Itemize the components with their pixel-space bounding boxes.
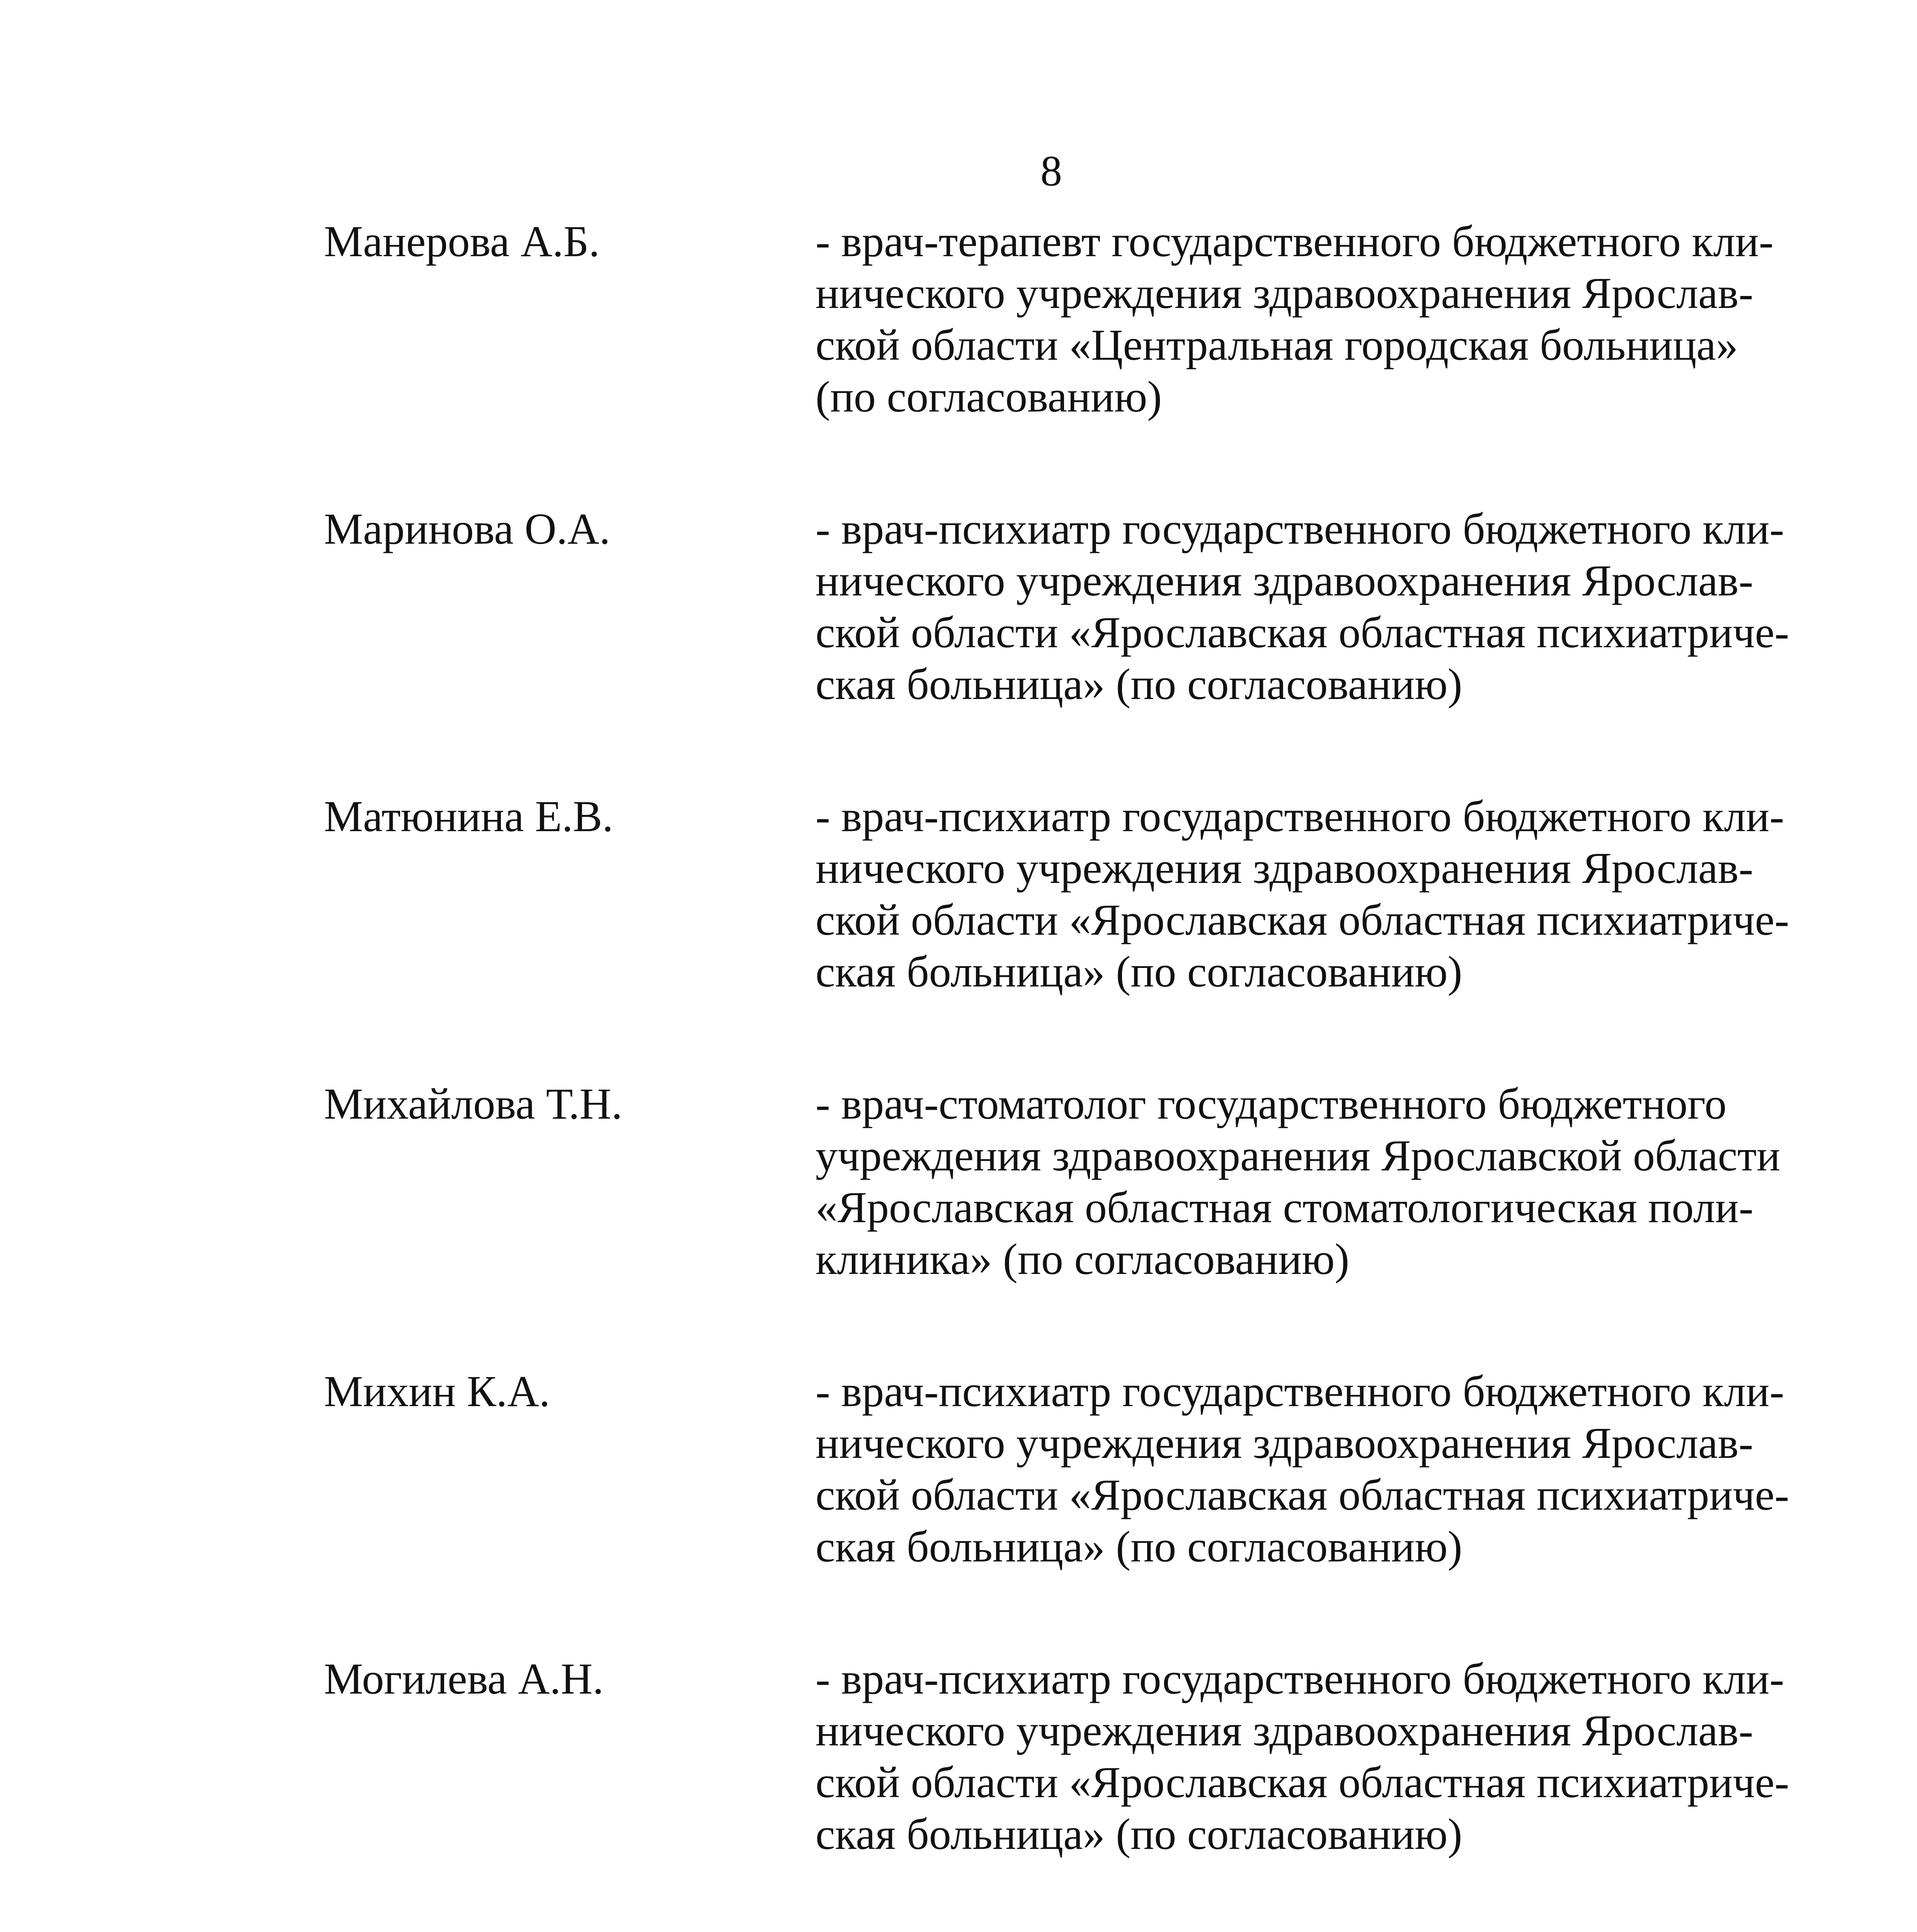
- position-line: ская больница» (по согласованию): [815, 947, 1462, 996]
- member-position: [815, 1653, 1840, 1860]
- position-line: - врач-психиатр государственного бюджетного кли-: [815, 1367, 1784, 1416]
- position-line: нического учреждения здравоохранения Ярослав-: [815, 269, 1754, 318]
- member-name: Матюнина Е.В.: [324, 792, 613, 841]
- member-name: Михайлова Т.Н.: [324, 1079, 623, 1128]
- position-line: ской области «Ярославская областная психиатриче-: [815, 895, 1789, 944]
- position-line: нического учреждения здравоохранения Ярослав-: [815, 1706, 1754, 1755]
- list-item: [324, 503, 1840, 710]
- position-line: - врач-стоматолог государственного бюджетного: [815, 1079, 1727, 1128]
- position-line: нического учреждения здравоохранения Ярослав-: [815, 556, 1754, 605]
- position-line: ская больница» (по согласованию): [815, 1810, 1462, 1859]
- position-line: ской области «Центральная городская больница»: [815, 320, 1738, 369]
- list-item: [324, 1653, 1840, 1860]
- member-name: Могилева А.Н.: [324, 1654, 604, 1703]
- page-number: 8: [1040, 147, 1062, 195]
- position-line: учреждения здравоохранения Ярославской области: [815, 1131, 1781, 1180]
- member-name: Маринова О.А.: [324, 504, 611, 553]
- list-item: [324, 216, 1840, 423]
- member-name: Михин К.А.: [324, 1367, 550, 1416]
- list-item: [324, 1078, 1840, 1285]
- position-line: ской области «Ярославская областная психиатриче-: [815, 608, 1789, 657]
- member-position: [815, 1366, 1840, 1573]
- list-item: [324, 791, 1840, 998]
- position-line: ской области «Ярославская областная психиатриче-: [815, 1470, 1789, 1519]
- position-line: - врач-психиатр государственного бюджетного кли-: [815, 504, 1784, 553]
- position-line: - врач-психиатр государственного бюджетного кли-: [815, 792, 1784, 841]
- position-line: ская больница» (по согласованию): [815, 1522, 1462, 1571]
- position-line: - врач-терапевт государственного бюджетного кли-: [815, 217, 1774, 266]
- member-position: [815, 503, 1840, 710]
- member-position: [815, 216, 1840, 423]
- position-line: клиника» (по согласованию): [815, 1235, 1350, 1284]
- member-name: Манерова А.Б.: [324, 217, 600, 266]
- position-line: - врач-психиатр государственного бюджетного кли-: [815, 1654, 1784, 1703]
- position-line: (по согласованию): [815, 372, 1162, 421]
- member-position: [815, 791, 1840, 998]
- member-position: [815, 1078, 1840, 1285]
- position-line: «Ярославская областная стоматологическая поли-: [815, 1183, 1754, 1232]
- position-line: нического учреждения здравоохранения Ярослав-: [815, 1418, 1754, 1468]
- list-item: [324, 1366, 1840, 1573]
- position-line: ская больница» (по согласованию): [815, 660, 1462, 709]
- position-line: ской области «Ярославская областная психиатриче-: [815, 1758, 1789, 1807]
- position-line: нического учреждения здравоохранения Ярослав-: [815, 844, 1754, 893]
- member-list: [324, 216, 1840, 1932]
